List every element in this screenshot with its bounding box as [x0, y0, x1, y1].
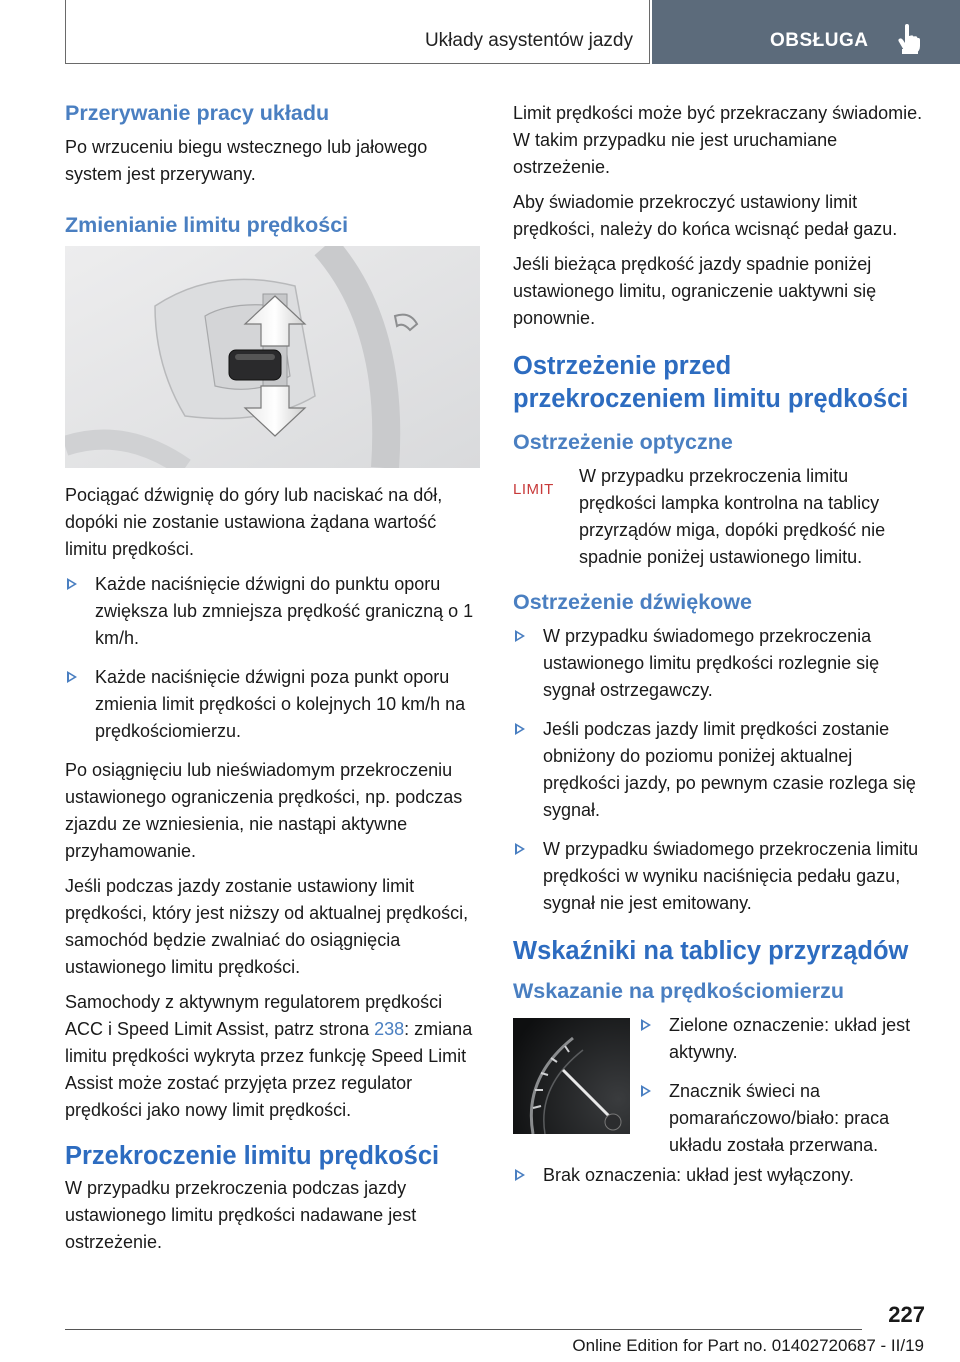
- left-column: [65, 100, 480, 1264]
- para-consciously: Limit prędkości może być przekraczany świadomie. W takim przypadku nie jest uruchamiane ostrzeżenie.: [513, 103, 923, 177]
- heading-change-limit: Zmienianie limitu prędkości: [65, 212, 349, 237]
- list-item: Brak oznaczenia: układ jest wyłączony.: [513, 1162, 928, 1189]
- para-lower: Jeśli podczas jazdy zostanie ustawiony limit prędkości, który jest niższy od aktualnej prędkości, samochód będzie zwalniać do osiągnięcia ustawionego limitu prędkości.: [65, 875, 469, 977]
- speedometer-row: [513, 1012, 928, 1162]
- limit-indicator-icon: LIMIT: [513, 481, 554, 499]
- list-item: Znacznik świeci na pomarańczowo/biało: praca układu została przerwana.: [639, 1078, 928, 1159]
- header-section-box: [65, 0, 650, 64]
- para-acc: Samochody z aktywnym regulatorem prędkości ACC i Speed Limit Assist, patrz strona 238: zmiana limitu prędkości wykryta przez funkcję Speed Limit Assist może zostać przyjęta przez regulator prędkości jako nowy limit prędkości.: [65, 991, 473, 1120]
- optical-warning-row: [513, 463, 928, 571]
- list-item: Jeśli podczas jazdy limit prędkości zostanie obniżony do poziomu poniżej aktualnej prędkości jazdy, po pewnym czasie rozlega się sygnał.: [513, 716, 928, 824]
- heading-indicators: Wskaźniki na tablicy przyrządów: [513, 937, 909, 966]
- tab-label: OBSŁUGA: [770, 30, 869, 51]
- list-item: Zielone oznaczenie: układ jest aktywny.: [639, 1012, 928, 1066]
- heading-optical: Ostrzeżenie optyczne: [513, 430, 733, 455]
- final-bullet: [513, 1162, 928, 1189]
- heading-exceed: Przekroczenie limitu prędkości: [65, 1141, 440, 1170]
- page-link[interactable]: 238: [374, 1018, 405, 1039]
- list-item: W przypadku świadomego przekroczenia ustawionego limitu prędkości rozlegnie się sygnał ostrzegawczy.: [513, 623, 928, 704]
- triangle-bullet-icon: [67, 578, 77, 590]
- heading-warning: Ostrzeżenie przed przekroczeniem limitu prędkości: [513, 352, 909, 413]
- footer-divider: [65, 1329, 862, 1330]
- para-pull-lever: Pociągać dźwignię do góry lub naciskać na dół, dopóki nie zostanie ustawiona żądana wartość limitu prędkości.: [65, 484, 443, 559]
- page-number: 227: [888, 1302, 925, 1327]
- para-optical: W przypadku przekroczenia limitu prędkości lampka kontrolna na tablicy przyrządów miga, dopóki prędkość nie spadnie poniżej ustawionego limitu.: [579, 466, 886, 568]
- steering-lever-figure: [65, 246, 480, 468]
- gauge-bullets: [639, 1012, 928, 1159]
- para-reach: Po osiągnięciu lub nieświadomym przekroczeniu ustawionego ograniczenia prędkości, np. podczas zjazdu ze wzniesienia, nie nastąpi aktywne przyhamowanie.: [65, 759, 463, 861]
- list-item: Każde naciśnięcie dźwigni poza punkt oporu zmienia limit prędkości o kolejnych 10 km/h na prędkościomierzu.: [65, 664, 480, 745]
- speedometer-image: [513, 1018, 630, 1134]
- para-pedal: Aby świadomie przekroczyć ustawiony limit prędkości, należy do końca wcisnąć pedał gazu.: [513, 192, 898, 239]
- triangle-bullet-icon: [67, 671, 77, 683]
- heading-interrupt: Przerywanie pracy układu: [65, 101, 330, 125]
- para-exceed: W przypadku przekroczenia podczas jazdy ustawionego limitu prędkości nadawane jest ostrzeżenie.: [65, 1177, 417, 1252]
- triangle-bullet-icon: [515, 723, 525, 735]
- para-interrupt: Po wrzuceniu biegu wstecznego lub jałowego system jest przerywany.: [65, 136, 428, 184]
- triangle-bullet-icon: [515, 630, 525, 642]
- heading-acoustic: Ostrzeżenie dźwiękowe: [513, 590, 752, 615]
- hand-pointer-icon: [898, 24, 920, 54]
- header-tab[interactable]: [652, 0, 960, 64]
- right-column: [513, 100, 928, 1201]
- heading-speedometer: Wskazanie na prędkościomierzu: [513, 978, 844, 1003]
- list-item: W przypadku świadomego przekroczenia limitu prędkości w wyniku naciśnięcia pedału gazu, sygnał nie jest emitowany.: [513, 836, 928, 917]
- section-title: Układy asystentów jazdy: [424, 30, 633, 51]
- triangle-bullet-icon: [641, 1019, 651, 1031]
- list-item: Każde naciśnięcie dźwigni do punktu oporu zwiększa lub zmniejsza prędkość graniczną o 1 km/h.: [65, 571, 480, 652]
- para-drop: Jeśli bieżąca prędkość jazdy spadnie poniżej ustawionego limitu, ograniczenie uaktywni się ponownie.: [513, 254, 877, 328]
- triangle-bullet-icon: [641, 1085, 651, 1097]
- triangle-bullet-icon: [515, 1169, 525, 1181]
- footer-edition: Online Edition for Part no. 01402720687 - II/19: [572, 1336, 924, 1355]
- lever-bullets: [65, 571, 480, 745]
- acoustic-bullets: [513, 623, 928, 917]
- triangle-bullet-icon: [515, 843, 525, 855]
